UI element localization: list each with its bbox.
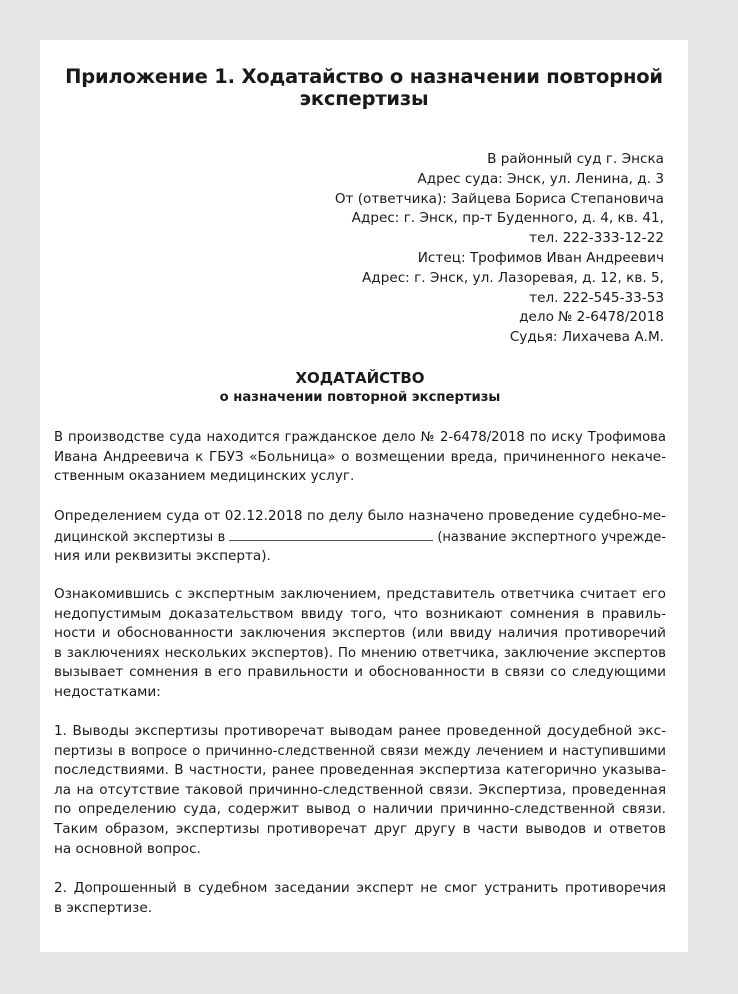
text-line: в экспертизе. bbox=[54, 899, 153, 916]
text-line: Ивана Андреевича к ГБУЗ «Больница» о возмещении вреда, причиненного некаче- bbox=[54, 448, 666, 465]
text-line: вызывает сомнения в его правильности и обоснованности в связи со следующими bbox=[54, 664, 666, 681]
paragraph-point-2 bbox=[54, 879, 666, 918]
document-page bbox=[40, 40, 688, 952]
appendix-title: Приложение 1. Ходатайство о назначении повторной экспертизы bbox=[65, 65, 663, 110]
text-line: пертизы в вопросе о причинно-следственной связи между лечением и наступившими bbox=[54, 743, 666, 759]
header-line: дело № 2-6478/2018 bbox=[519, 309, 664, 326]
text-line: в заключениях нескольких экспертов). По мнению ответчика, заключение экспертов bbox=[54, 645, 666, 661]
header-line: Судья: Лихачева А.М. bbox=[509, 329, 664, 346]
header-line: Истец: Трофимов Иван Андреевич bbox=[417, 249, 664, 266]
paragraph-ruling bbox=[54, 507, 666, 567]
paragraph-case bbox=[54, 428, 666, 487]
document-title: ХОДАТАЙСТВО bbox=[295, 369, 425, 387]
header-line: От (ответчика): Зайцева Бориса Степановича bbox=[334, 190, 664, 207]
text-line: 2. Допрошенный в судебном заседании эксперт не смог устранить противоречия bbox=[54, 880, 666, 896]
addressee-header bbox=[335, 150, 664, 348]
text-line: Определением суда от 02.12.2018 по делу было назначено проведение судебно-ме- bbox=[54, 508, 666, 524]
text-fragment: дицинской экспертизы в bbox=[54, 529, 226, 545]
text-fragment: (название экспертного учрежде- bbox=[437, 529, 666, 545]
text-line: Ознакомившись с экспертным заключением, представитель ответчика считает его bbox=[54, 586, 666, 602]
header-line: В районный суд г. Энска bbox=[487, 151, 664, 167]
text-line: В производстве суда находится гражданское дело № 2-6478/2018 по иску Трофимова bbox=[54, 430, 666, 445]
text-line bbox=[54, 527, 666, 548]
text-line: ла на отсутствие таковой причинно-следственной связи. Экспертиза, проведенная bbox=[54, 781, 666, 798]
text-line: недопустимым доказательством ввиду того, что возникают сомнения в правиль- bbox=[54, 605, 666, 622]
document-subtitle: о назначении повторной экспертизы bbox=[219, 390, 501, 405]
header-line: тел. 222-545-33-53 bbox=[529, 289, 664, 306]
text-line: ственным оказанием медицинских услуг. bbox=[54, 468, 355, 485]
text-line: последствиями. В частности, ранее проведенная экспертиза категорично указыва- bbox=[54, 762, 666, 779]
paragraph-objection bbox=[54, 585, 666, 703]
text-line: по определению суда, содержит вывод о наличии причинно-следственной связи. bbox=[54, 801, 666, 818]
paragraph-point-1 bbox=[54, 722, 666, 859]
text-line: недостатками: bbox=[54, 683, 161, 700]
text-line: ния или реквизиты эксперта). bbox=[54, 548, 271, 565]
header-line: Адрес: г. Энск, ул. Лазоревая, д. 12, кв. 5, bbox=[362, 269, 664, 286]
header-line: тел. 222-333-12-22 bbox=[529, 230, 664, 247]
text-line: ности и обоснованности заключения экспертов (или ввиду наличия противоречий bbox=[54, 625, 666, 642]
text-line: 1. Выводы экспертизы противоречат выводам ранее проведенной досудебной экс- bbox=[54, 723, 666, 739]
fill-in-blank bbox=[229, 527, 433, 541]
header-line: Адрес суда: Энск, ул. Ленина, д. 3 bbox=[417, 170, 664, 187]
header-line: Адрес: г. Энск, пр-т Буденного, д. 4, кв. 41, bbox=[351, 210, 664, 227]
text-line: на основной вопрос. bbox=[54, 840, 201, 857]
text-line: Таким образом, экспертизы противоречат друг другу в части выводов и ответов bbox=[54, 820, 666, 837]
